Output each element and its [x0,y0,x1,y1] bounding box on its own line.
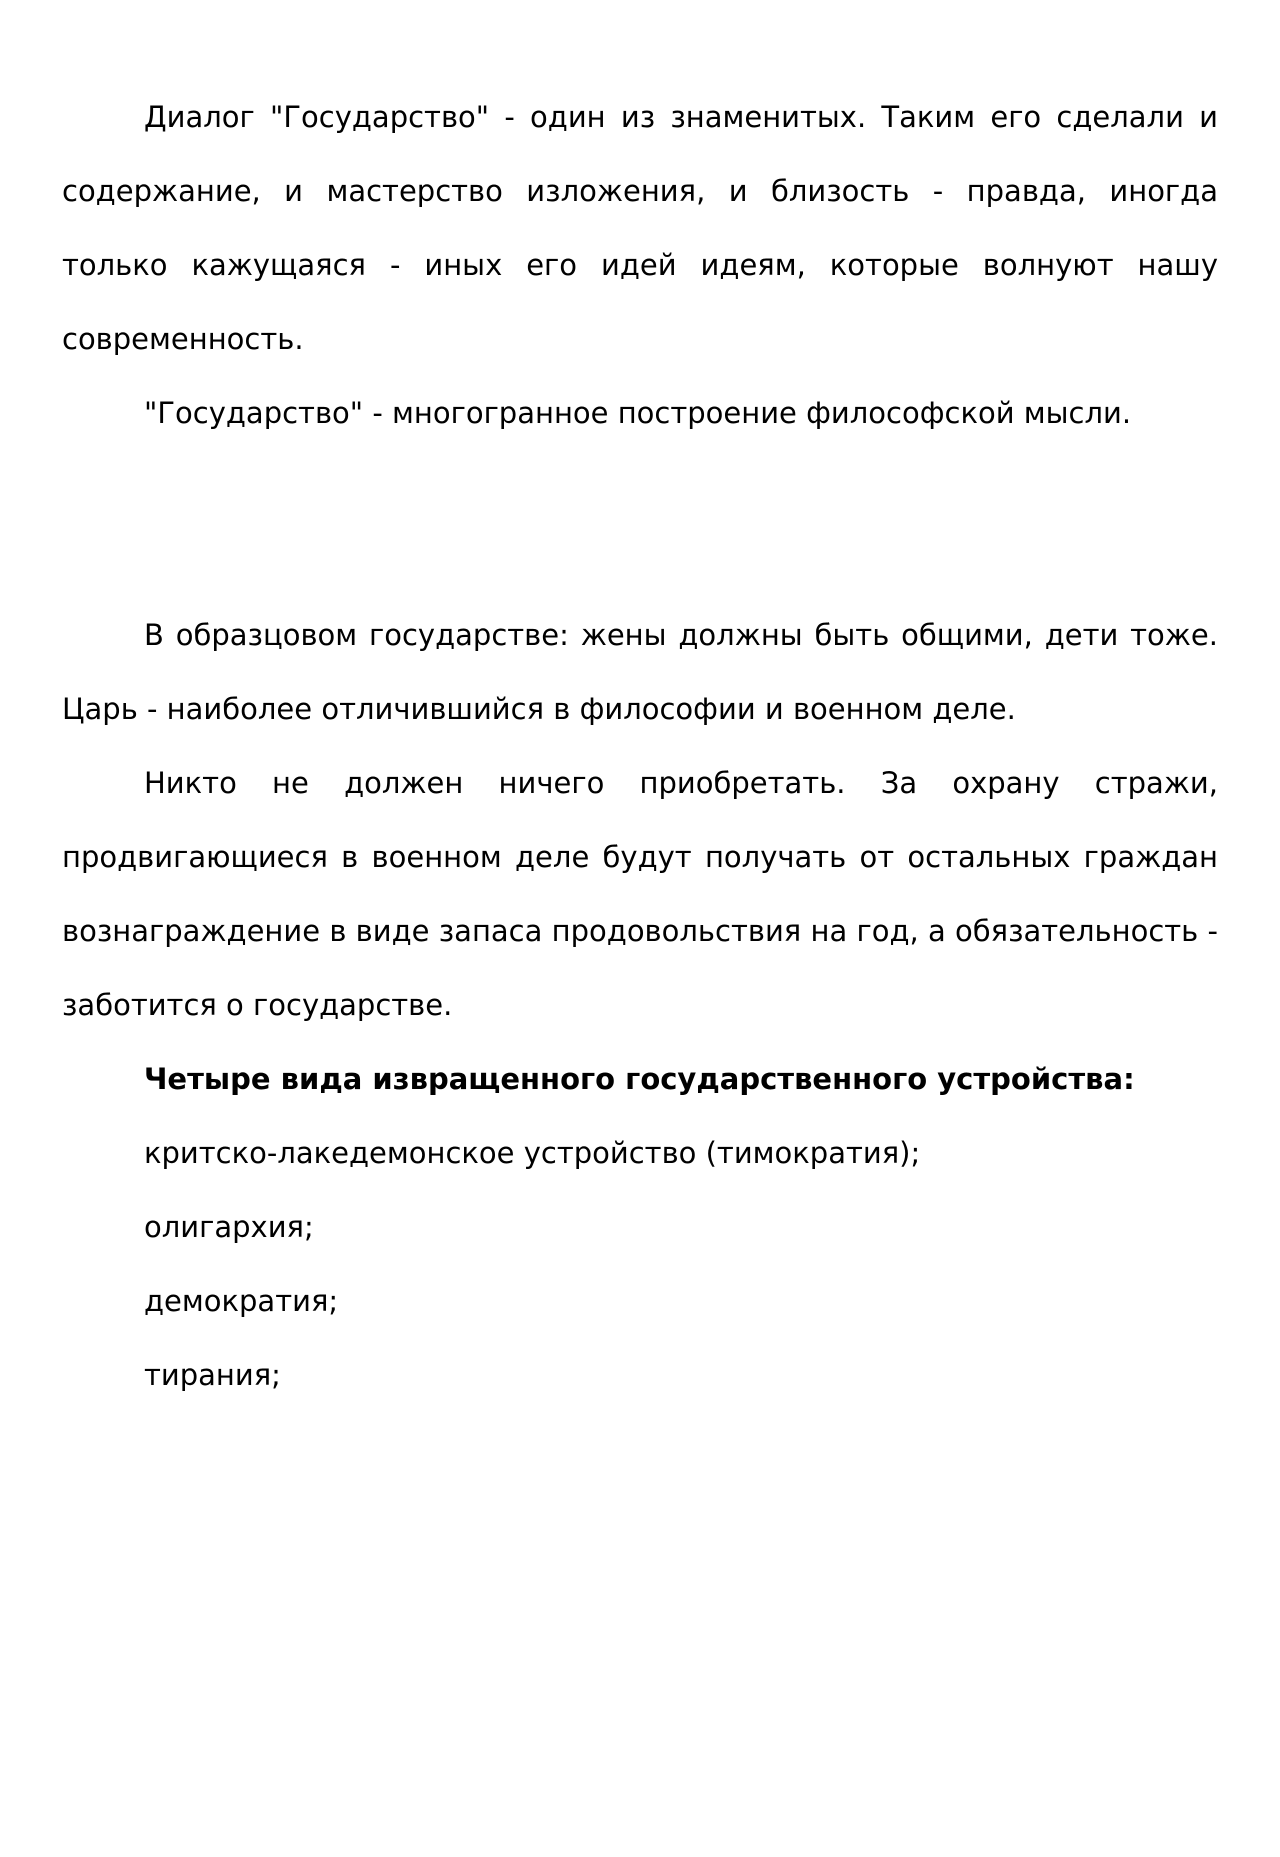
list-item: олигархия; [144,1210,314,1244]
list-item: критско-лакедемонское устройство (тимократия); [144,1136,921,1170]
section-heading: Четыре вида извращенного государственного устройства: [144,1062,1135,1096]
list-item: демократия; [144,1284,339,1318]
paragraph-spacer [62,450,1218,598]
list-item: тирания; [144,1358,281,1392]
paragraph-ideal-state: В образцовом государстве: жены должны быть общими, дети тоже. Царь - наиболее отличившийся в философии и военном деле. [62,618,1218,726]
paragraph-guards: Никто не должен ничего приобретать. За охрану стражи, продвигающиеся в военном деле будут получать от остальных граждан вознаграждение в виде запаса продовольствия на год, а обязательность - заботится о государстве. [62,766,1218,1022]
paragraph-state-definition: "Государство" - многогранное построение философской мысли. [144,396,1132,430]
paragraph-intro: Диалог "Государство" - один из знаменитых. Таким его сделали и содержание, и мастерство изложения, и близость - правда, иногда только кажущаяся - иных его идей идеям, которые волнуют нашу современность. [62,100,1218,356]
government-types-list [62,1116,1218,1412]
document-page [62,80,1218,1412]
